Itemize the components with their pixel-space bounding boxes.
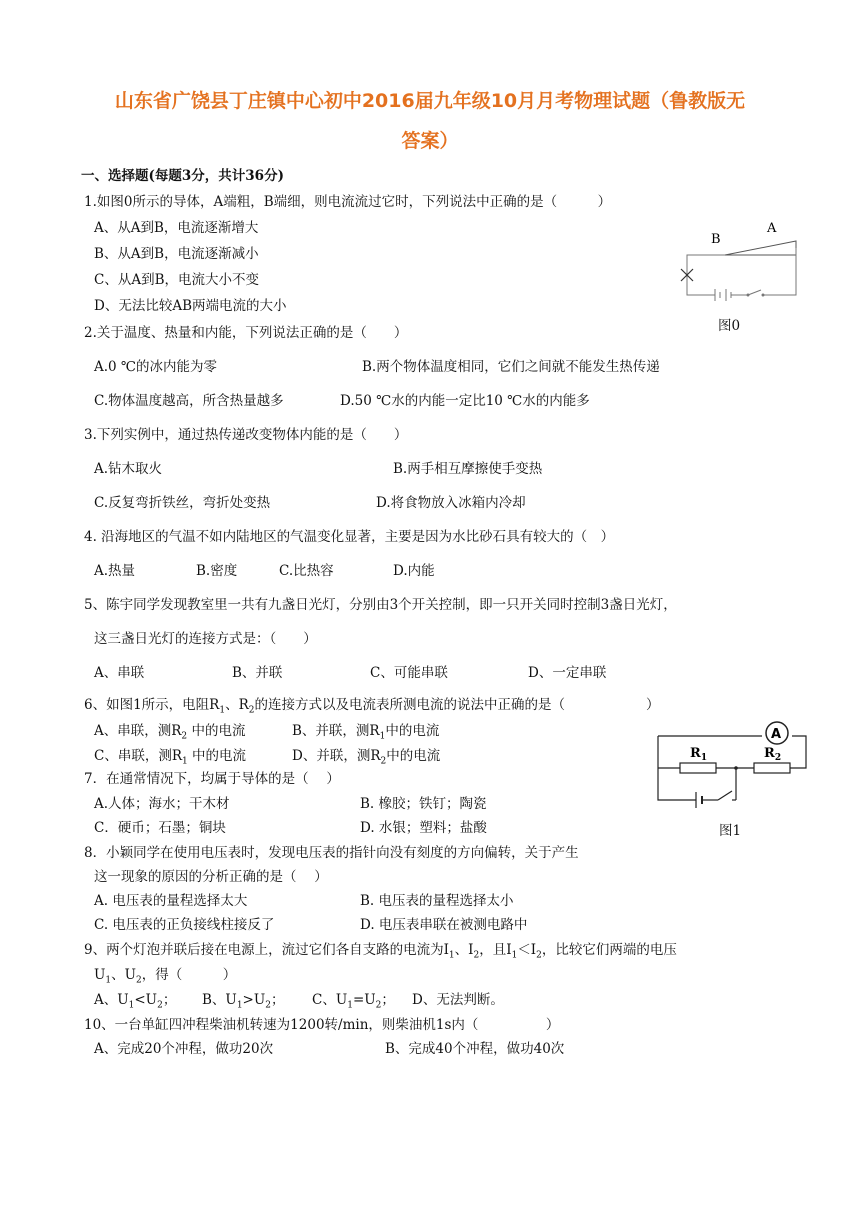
q2-option-b: B.两个物体温度相同，它们之间就不能发生热传递 (362, 359, 660, 375)
q4-option-c: C.比热容 (279, 563, 334, 579)
fig0-conductor (725, 241, 796, 255)
fig0-caption: 图0 (718, 318, 741, 334)
q6-option-d: D、并联，测$R_2$中的电流 (292, 748, 441, 767)
q10-stem: 10、一台单缸四冲程柴油机转速为1200转/min，则柴油机1s内（ ） (84, 1017, 560, 1033)
q1-option-a: A、从A到B，电流逐渐增大 (94, 220, 259, 236)
q2-option-c: C.物体温度越高，所含热量越多 (94, 393, 284, 409)
q3-option-b: B.两手相互摩擦使手变热 (393, 461, 543, 477)
q6-option-b: B、并联，测$R_1$中的电流 (292, 723, 440, 742)
q7-stem: 7．在通常情况下，均属于导体的是（ ） (84, 771, 340, 787)
fig0-battery-icon (711, 289, 747, 301)
q1-option-d: D、无法比较AB两端电流的大小 (94, 298, 287, 314)
title-line-2: 答案） (401, 130, 459, 152)
q5-stem-2: 这三盏日光灯的连接方式是：（ ） (94, 631, 317, 647)
fig0-wire (687, 255, 725, 295)
q3-option-a: A.钻木取火 (94, 461, 163, 477)
q5-option-a: A、串联 (94, 665, 145, 681)
q8-option-c: C. 电压表的正负接线柱接反了 (94, 917, 275, 933)
q2-option-a: A.0 ℃的冰内能为零 (94, 359, 218, 375)
q8-stem: 8．小颖同学在使用电压表时，发现电压表的指针向没有刻度的方向偏转，关于产生 (84, 845, 579, 861)
q4-stem: 4. 沿海地区的气温不如内陆地区的气温变化显著，主要是因为水比砂石具有较大的（ ） (84, 529, 615, 545)
q8-stem-2: 这一现象的原因的分析正确的是（ ） (94, 869, 328, 885)
q5-option-c: C、可能串联 (370, 665, 448, 681)
section-heading: 一、选择题(每题3分，共计36分) (81, 168, 284, 184)
q3-option-c: C.反复弯折铁丝，弯折处变热 (94, 495, 271, 511)
q3-option-d: D.将食物放入冰箱内冷却 (376, 495, 526, 511)
q7-option-c: C．硬币；石墨；铜块 (94, 820, 226, 836)
q10-option-b: B、完成40个冲程，做功40次 (385, 1041, 565, 1057)
q8-option-b: B. 电压表的量程选择太小 (360, 893, 514, 909)
q9-stem-2: $U_1$、$U_2$，得（ ） (94, 967, 237, 986)
q3-stem: 3.下列实例中，通过热传递改变物体内能的是（ ） (84, 427, 408, 443)
q7-option-d: D. 水银；塑料；盐酸 (360, 820, 487, 836)
fig0-label-b: B (711, 232, 721, 247)
q10-option-a: A、完成20个冲程，做功20次 (94, 1041, 274, 1057)
title-line-1: 山东省广饶县丁庄镇中心初中2016届九年级10月月考物理试题（鲁教版无 (114, 90, 746, 112)
q1-option-c: C、从A到B，电流大小不变 (94, 272, 259, 288)
q4-option-a: A.热量 (94, 563, 136, 579)
q4-option-d: D.内能 (393, 563, 435, 579)
q5-option-b: B、并联 (232, 665, 283, 681)
fig1-resistor-r2 (754, 763, 790, 773)
q9-option-d: D、无法判断。 (412, 992, 504, 1008)
q6-option-c: C、串联，测$R_1$ 中的电流 (94, 748, 247, 767)
q9-option-a: A、$U_1<U_2$； (94, 992, 177, 1011)
q2-stem: 2.关于温度、热量和内能，下列说法正确的是（ ） (84, 325, 408, 341)
fig0-switch-icon (747, 290, 770, 297)
q5-stem: 5、陈宇同学发现教室里一共有九盏日光灯，分别由3个开关控制，即一只开关同时控制3盏日光灯， (84, 597, 677, 613)
q7-option-b: B. 橡胶；铁钉；陶瓷 (360, 796, 487, 812)
q6-stem: 6、如图1所示，电阻$R_1$、$R_2$的连接方式以及电流表所测电流的说法中正确的是（ ） (84, 697, 660, 716)
q9-stem: 9、两个灯泡并联后接在电源上，流过它们各自支路的电流为$I_1$、$I_2$，且$I_1<I_2$，比较它们两端的电压 (84, 942, 677, 961)
q6-option-a: A、串联，测$R_2$ 中的电流 (94, 723, 246, 742)
q4-option-b: B.密度 (196, 563, 238, 579)
q1-option-b: B、从A到B，电流逐渐减小 (94, 246, 259, 262)
q2-option-d: D.50 ℃水的内能一定比10 ℃水的内能多 (340, 393, 590, 409)
q1-stem: 1.如图0所示的导体，A端粗，B端细，则电流流过它时，下列说法中正确的是（ ） (84, 194, 612, 210)
fig0-label-a: A (767, 221, 777, 236)
fig1-caption: 图1 (719, 823, 742, 839)
fig1-battery-icon (696, 792, 718, 808)
q8-option-a: A. 电压表的量程选择太大 (94, 893, 248, 909)
fig1-switch-icon (718, 791, 736, 800)
q8-option-d: D. 电压表串联在被测电路中 (360, 917, 528, 933)
fig1-resistor-r1 (680, 763, 716, 773)
fig1-meter-label: A (771, 727, 782, 742)
q5-option-d: D、一定串联 (528, 665, 607, 681)
figure-0-conductor-circuit (675, 215, 805, 305)
q9-option-b: B、$U_1>U_2$； (202, 992, 285, 1011)
fig1-label-r2: $R_2$ (764, 746, 782, 763)
q9-option-c: C、$U_1=U_2$； (312, 992, 395, 1011)
figure-1-circuit (652, 720, 812, 812)
fig1-label-r1: $R_1$ (690, 746, 708, 763)
q7-option-a: A.人体；海水；干木材 (94, 796, 230, 812)
